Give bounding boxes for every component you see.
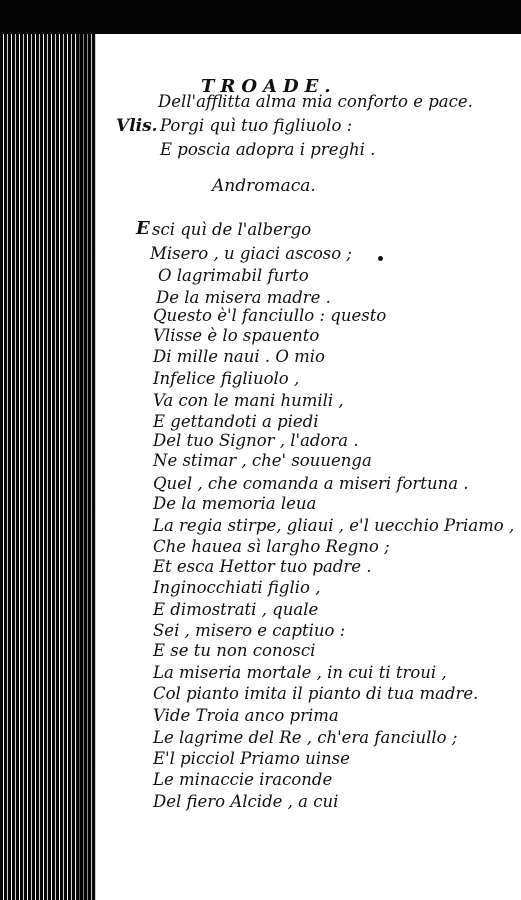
- verse-line: E poscia adopra i preghi .: [160, 140, 376, 159]
- binding-edge: [0, 0, 96, 900]
- verse-line: Sei , misero e captiuo :: [153, 621, 346, 640]
- verse-line: E gettandoti a piedi: [153, 412, 319, 431]
- verse-line: La miseria mortale , in cui ti troui ,: [153, 663, 447, 682]
- speaker-heading: Andromaca.: [212, 176, 316, 196]
- verse-line: Questo è'l fanciullo : questo: [153, 306, 387, 325]
- verse-line: Vlisse è lo spauento: [153, 326, 320, 345]
- verse-line: Del tuo Signor , l'adora .: [153, 431, 359, 450]
- verse-line: Infelice figliuolo ,: [153, 369, 300, 388]
- verse-line: O lagrimabil furto: [158, 266, 309, 285]
- drop-initial: E: [136, 218, 150, 239]
- verse-line: Che hauea sì largho Regno ;: [153, 537, 390, 556]
- verse-line: Inginocchiati figlio ,: [153, 578, 321, 597]
- verse-line: Et esca Hettor tuo padre .: [153, 557, 372, 576]
- verse-line: Col pianto imita il pianto di tua madre.: [153, 684, 479, 703]
- verse-line: E'l picciol Priamo uinse: [153, 749, 350, 768]
- verse-line: Le minaccie iraconde: [153, 770, 333, 789]
- gutter-shadow: [78, 34, 96, 900]
- verse-line: E dimostrati , quale: [153, 600, 319, 619]
- verse-line: E se tu non conosci: [153, 641, 316, 660]
- verse-line: Porgi quì tuo figliuolo :: [160, 116, 353, 135]
- verse-line: De la memoria leua: [153, 494, 317, 513]
- verse-line: Di mille naui . O mio: [153, 347, 325, 366]
- verse-line: Va con le mani humili ,: [153, 391, 344, 410]
- verse-line: Del fiero Alcide , a cui: [153, 792, 339, 811]
- speaker-label: Vlis.: [116, 116, 158, 136]
- verse-line: sci quì de l'albergo: [152, 220, 312, 239]
- verse-line: Vide Troia anco prima: [153, 706, 339, 725]
- running-head: TROADE.: [201, 76, 337, 97]
- verse-line: La regia stirpe, gliaui , e'l uecchio Priamo ,: [153, 516, 515, 535]
- verse-line: Misero , u giaci ascoso ;: [150, 244, 352, 263]
- verse-line: Dell'afflitta alma mia conforto e pace.: [158, 92, 473, 111]
- book-page: [96, 0, 521, 900]
- verse-line: Ne stimar , che' souuenga: [153, 451, 372, 470]
- verse-line: Le lagrime del Re , ch'era fanciullo ;: [153, 728, 458, 747]
- stray-dot: [378, 256, 383, 261]
- verse-line: De la misera madre .: [156, 288, 331, 307]
- verse-line: Quel , che comanda a miseri fortuna .: [153, 474, 469, 493]
